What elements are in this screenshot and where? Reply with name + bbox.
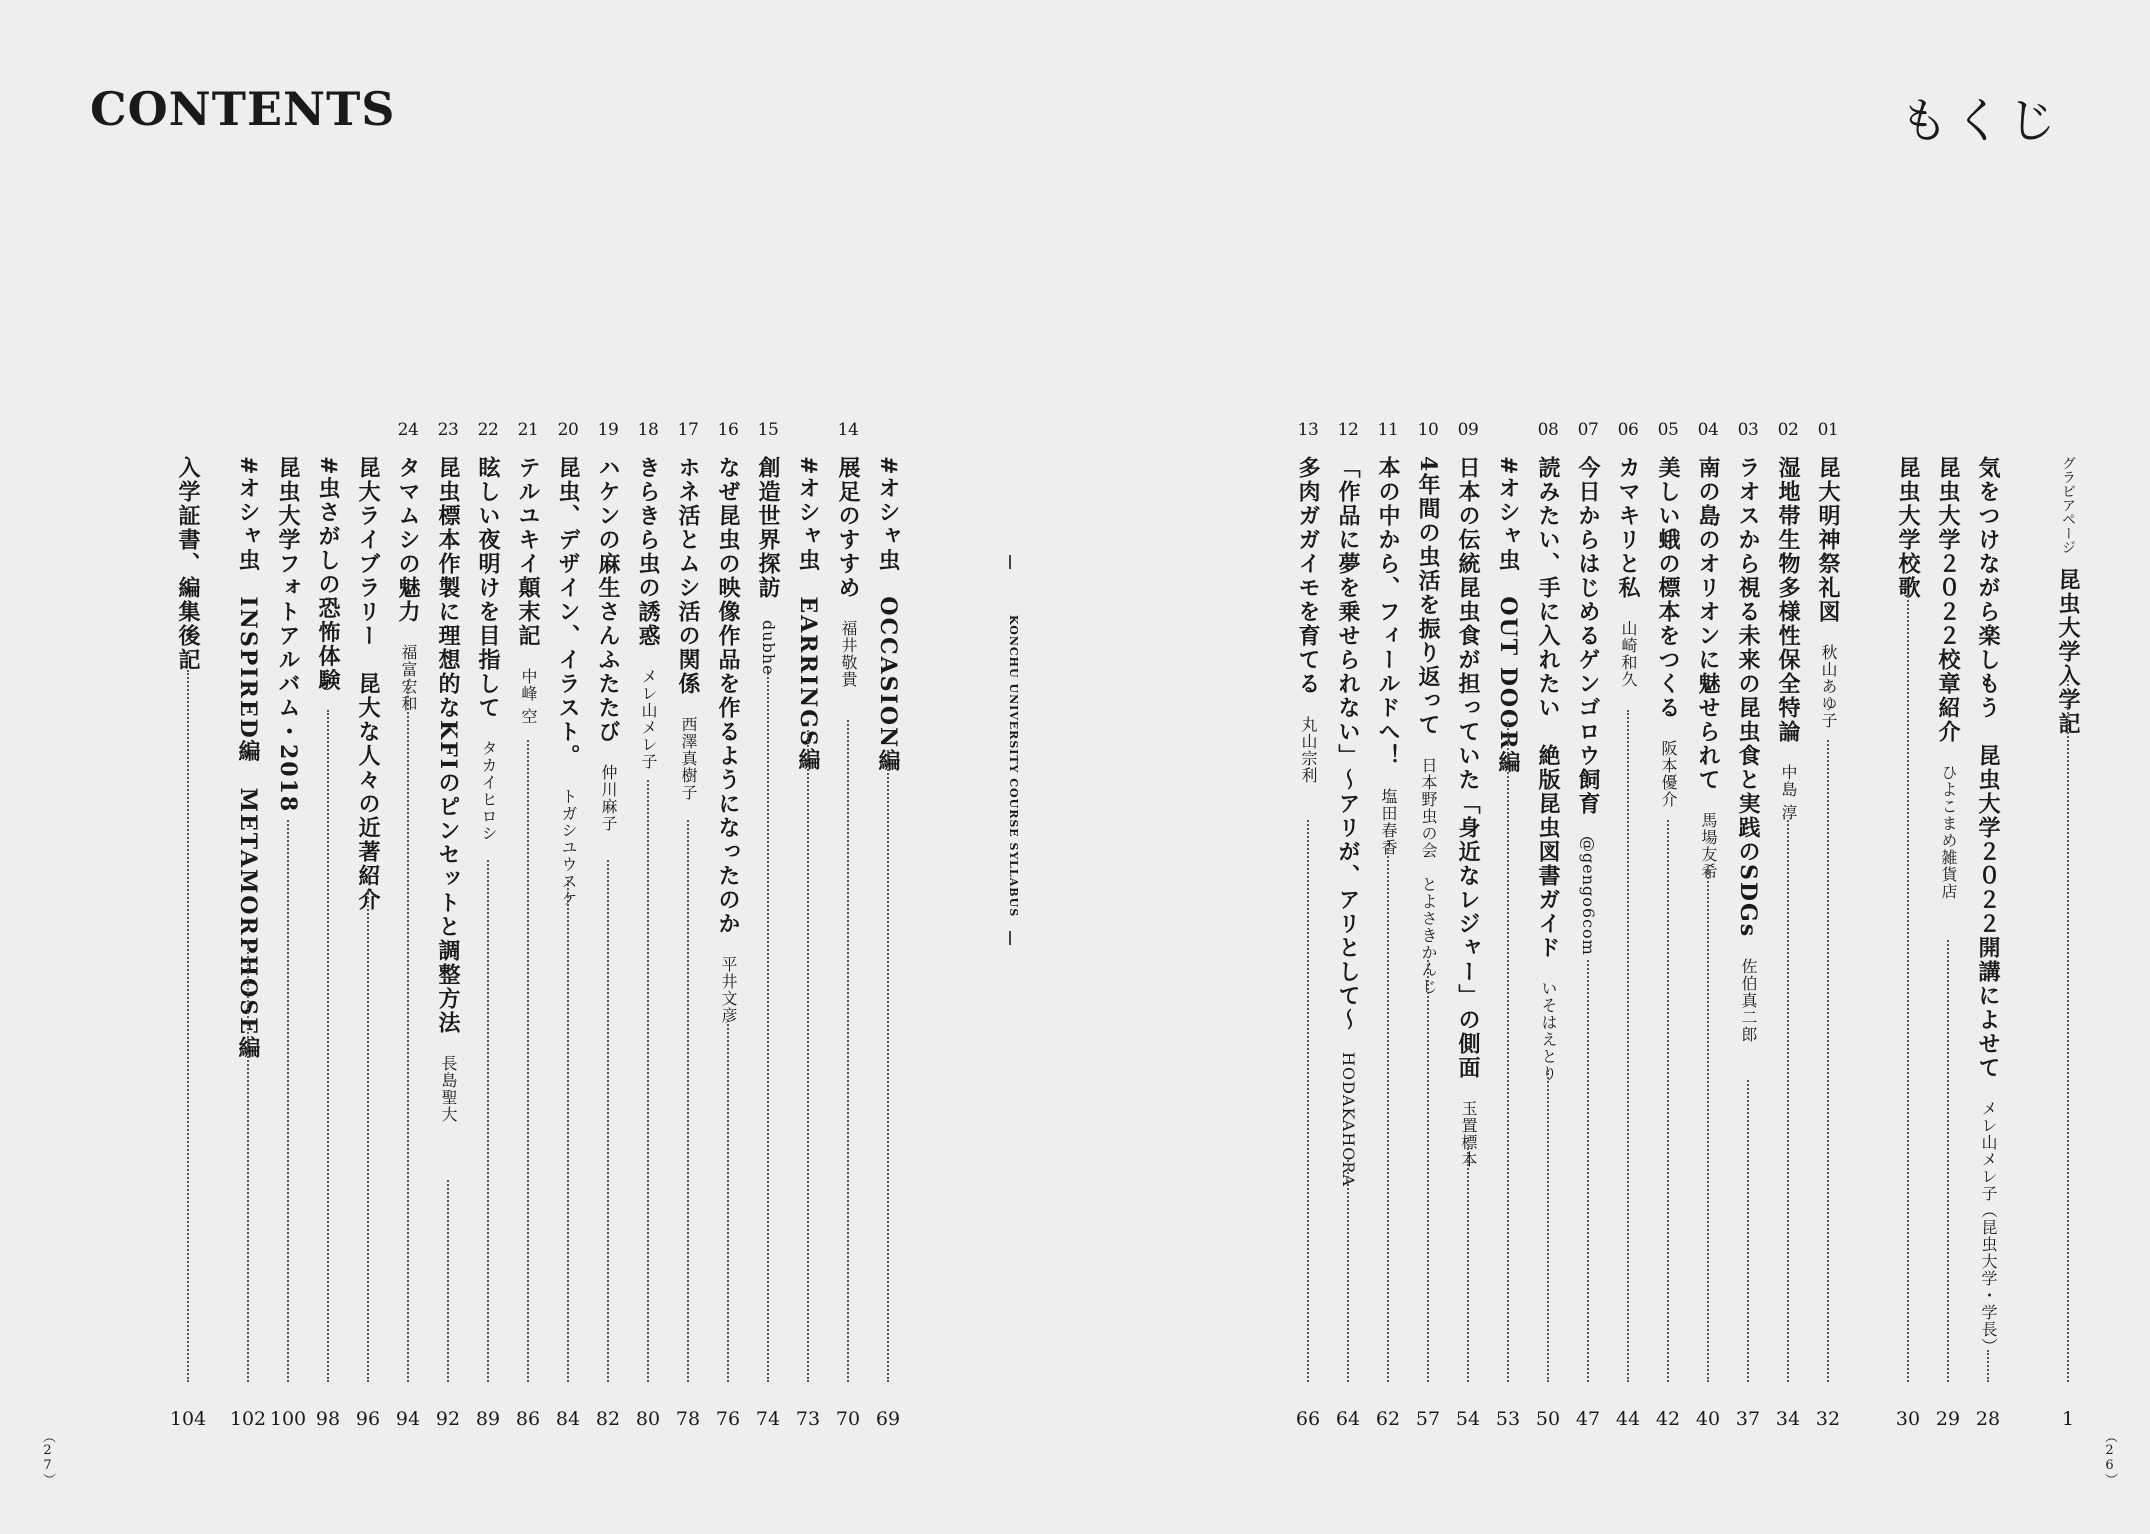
- dot-leader: [1707, 870, 1709, 1382]
- toc-entry[interactable]: [1408, 420, 1448, 1430]
- entry-title: 昆虫大学２０２２校章紹介: [1935, 456, 1961, 744]
- entry-page: 78: [675, 1408, 701, 1430]
- entry-number: 04: [1697, 420, 1719, 440]
- entry-title: 気をつけながら楽しもう 昆虫大学２０２２開講によせて: [1975, 456, 2001, 1080]
- entry-author: 中峰 空: [519, 668, 538, 726]
- entry-label: グラビアページ: [2060, 456, 2076, 554]
- toc-entry[interactable]: [348, 420, 388, 1430]
- toc-right-page: [1280, 420, 2081, 1430]
- entry-page: 44: [1615, 1408, 1641, 1430]
- toc-entry[interactable]: [428, 420, 468, 1430]
- entry-title: 「作品に夢を乗せられない」〜アリが、アリとして〜: [1335, 456, 1361, 1032]
- entry-text: [828, 456, 868, 688]
- toc-entry[interactable]: [508, 420, 548, 1430]
- toc-entry[interactable]: [1568, 420, 1608, 1430]
- entry-title: 本の中から、フィールドへ！: [1375, 456, 1401, 768]
- toc-entry[interactable]: [748, 420, 788, 1430]
- entry-page: 96: [355, 1408, 381, 1430]
- entry-title: なぜ昆虫の映像作品を作るようになったのか: [715, 456, 741, 936]
- contents-title: CONTENTS: [90, 82, 396, 136]
- spine-tick: [1009, 931, 1011, 945]
- entry-title: 昆虫、デザイン、イラスト。: [555, 456, 581, 768]
- entry-page: 1: [2061, 1408, 2075, 1430]
- entry-author: 山崎和久: [1619, 620, 1638, 688]
- entry-title: 眩しい夜明けを目指して: [475, 456, 501, 720]
- page-number-left: （27）: [40, 1430, 55, 1486]
- entry-text: [588, 456, 628, 832]
- entry-number: 08: [1537, 420, 1559, 440]
- dot-leader: [1987, 1350, 1989, 1382]
- entry-page: 64: [1335, 1408, 1361, 1430]
- entry-text: [508, 456, 548, 725]
- toc-entry[interactable]: [1328, 420, 1368, 1430]
- dot-leader: [1467, 1140, 1469, 1382]
- entry-number: 01: [1817, 420, 1839, 440]
- spine: [1000, 555, 1020, 945]
- entry-author: 中島 淳: [1779, 764, 1798, 822]
- entry-number: 02: [1777, 420, 1799, 440]
- entry-page: 28: [1975, 1408, 2001, 1430]
- entry-number: 09: [1457, 420, 1479, 440]
- entry-text: [668, 456, 708, 801]
- dot-leader: [847, 720, 849, 1382]
- entry-title: 昆虫標本作製に理想的なKFIのピンセットと調整方法: [435, 456, 461, 1036]
- entry-author: 馬場友希: [1699, 812, 1718, 880]
- entry-number: 12: [1337, 420, 1359, 440]
- entry-page: 50: [1535, 1408, 1561, 1430]
- dot-leader: [1347, 1160, 1349, 1382]
- entry-number: 23: [437, 420, 459, 440]
- toc-entry[interactable]: [468, 420, 508, 1430]
- entry-number: 19: [597, 420, 619, 440]
- entry-author: ひよこまめ雑貨店: [1939, 764, 1958, 900]
- entry-author: 福井敬貴: [839, 620, 858, 688]
- toc-entry[interactable]: [1528, 420, 1568, 1430]
- entry-title: #虫さがしの恐怖体験: [315, 456, 341, 693]
- entry-author: いそはえとり: [1539, 980, 1558, 1082]
- entry-title: テルユキイ顛末記: [515, 456, 541, 648]
- entry-page: 62: [1375, 1408, 1401, 1430]
- entry-text: [708, 456, 748, 1024]
- entry-title: #オシャ虫 OCCASION編: [875, 456, 901, 774]
- toc-entry[interactable]: [788, 420, 828, 1430]
- entry-number: 20: [557, 420, 579, 440]
- entry-title: #オシャ虫 EARRINGS編: [795, 456, 821, 772]
- entry-author: 佐伯真二郎: [1739, 958, 1758, 1044]
- toc-entry[interactable]: [1688, 420, 1728, 1430]
- toc-entry[interactable]: [1648, 420, 1688, 1430]
- entry-author: 平井文彦: [719, 956, 738, 1024]
- entry-number: 13: [1297, 420, 1319, 440]
- entry-title: 湿地帯生物多様性保全特論: [1775, 456, 1801, 744]
- entry-page: 73: [795, 1408, 821, 1430]
- entry-title: ラオスから視る未来の昆虫食と実践のSDGs: [1735, 456, 1761, 939]
- entry-number: 15: [757, 420, 779, 440]
- dot-leader: [727, 1020, 729, 1382]
- dot-leader: [1507, 720, 1509, 1382]
- entry-page: 98: [315, 1408, 341, 1430]
- entry-author: タカイヒロシ: [479, 740, 498, 842]
- entry-title: 4年間の虫活を振り返って: [1415, 456, 1441, 738]
- spine-text: KONCHU UNIVERSITY COURSE SYLLABUS: [1007, 615, 1020, 918]
- entry-text: [1368, 456, 1408, 856]
- entry-author: 秋山あゆ子: [1819, 644, 1838, 729]
- dot-leader: [367, 890, 369, 1382]
- entry-author: HODAKAHORA: [1339, 1052, 1358, 1187]
- dot-leader: [1947, 940, 1949, 1382]
- toc-entry[interactable]: [1928, 420, 1968, 1430]
- entry-title: 昆大ライブラリー 昆大な人々の近著紹介: [355, 456, 381, 912]
- entry-number: 14: [837, 420, 859, 440]
- toc-left-page: [160, 420, 900, 1430]
- entry-title: カマキリと私: [1615, 456, 1641, 600]
- entry-author: @gengo6com: [1579, 836, 1598, 956]
- entry-author: 丸山宗利: [1299, 716, 1318, 784]
- dot-leader: [487, 860, 489, 1382]
- entry-page: 82: [595, 1408, 621, 1430]
- entry-page: 94: [395, 1408, 421, 1430]
- entry-author: メレ山メレ子: [639, 668, 658, 770]
- toc-entry[interactable]: [1728, 420, 1768, 1430]
- entry-text: [1288, 456, 1328, 784]
- dot-leader: [607, 860, 609, 1382]
- entry-title: 昆大明神祭礼図: [1815, 456, 1841, 624]
- entry-number: 03: [1737, 420, 1759, 440]
- dot-leader: [807, 730, 809, 1382]
- entry-text: [1968, 456, 2008, 1355]
- dot-leader: [1307, 820, 1309, 1382]
- entry-number: 06: [1617, 420, 1639, 440]
- dot-leader: [1627, 710, 1629, 1382]
- toc-entry[interactable]: [588, 420, 628, 1430]
- entry-text: [1808, 456, 1848, 729]
- entry-author: dubhe: [759, 620, 778, 676]
- entry-title: 日本の伝統昆虫食が担っていた「身近なレジャー」の側面: [1455, 456, 1481, 1080]
- entry-text: [1648, 456, 1688, 808]
- toc-entry[interactable]: [268, 420, 308, 1430]
- entry-page: 84: [555, 1408, 581, 1430]
- entry-text: [1888, 456, 1928, 600]
- entry-author: 阪本優介: [1659, 740, 1678, 808]
- entry-number: 07: [1577, 420, 1599, 440]
- toc-entry[interactable]: [2048, 420, 2088, 1430]
- dot-leader: [1787, 820, 1789, 1382]
- entry-page: 54: [1455, 1408, 1481, 1430]
- toc-entry[interactable]: [1968, 420, 2008, 1430]
- dot-leader: [1427, 960, 1429, 1382]
- entry-title: 読みたい、手に入れたい 絶版昆虫図書ガイド: [1535, 456, 1561, 960]
- dot-leader: [687, 820, 689, 1382]
- entry-page: 32: [1815, 1408, 1841, 1430]
- entry-page: 40: [1695, 1408, 1721, 1430]
- toc-entry[interactable]: [1888, 420, 1928, 1430]
- toc-entry[interactable]: [1608, 420, 1648, 1430]
- entry-author: トガシユウスケ: [559, 788, 578, 907]
- entry-author: 福富宏和: [399, 644, 418, 712]
- dot-leader: [1747, 1080, 1749, 1382]
- toc-entry[interactable]: [1368, 420, 1408, 1430]
- entry-text: [1688, 456, 1728, 880]
- entry-text: [268, 456, 308, 813]
- dot-leader: [1387, 840, 1389, 1382]
- entry-number: 10: [1417, 420, 1439, 440]
- entry-title: 多肉ガガイモを育てる: [1295, 456, 1321, 696]
- dot-leader: [327, 710, 329, 1382]
- dot-leader: [527, 740, 529, 1382]
- entry-text: [468, 456, 508, 842]
- entry-title: 入学証書、編集後記: [175, 456, 201, 672]
- toc-entry[interactable]: [828, 420, 868, 1430]
- entry-text: [168, 456, 208, 672]
- entry-page: 42: [1655, 1408, 1681, 1430]
- entry-text: [1328, 456, 1368, 1187]
- dot-leader: [1667, 820, 1669, 1382]
- toc-entry[interactable]: [1488, 420, 1528, 1430]
- entry-title: 美しい蛾の標本をつくる: [1655, 456, 1681, 720]
- dot-leader: [1907, 595, 1909, 1382]
- entry-author: 長島聖大: [439, 1055, 458, 1124]
- entry-author: 玉置標本: [1459, 1100, 1478, 1168]
- entry-title: 創造世界探訪: [755, 456, 781, 600]
- dot-leader: [187, 670, 189, 1382]
- spine-tick: [1009, 555, 1011, 569]
- entry-page: 100: [269, 1408, 307, 1430]
- entry-page: 37: [1735, 1408, 1761, 1430]
- entry-page: 89: [475, 1408, 501, 1430]
- dot-leader: [247, 940, 249, 1382]
- entry-title: 昆虫大学フォトアルバム・2018: [275, 456, 301, 814]
- entry-page: 102: [229, 1408, 267, 1430]
- entry-text: [388, 456, 428, 712]
- entry-text: [868, 456, 908, 773]
- page-number-right: （26）: [2102, 1430, 2117, 1486]
- entry-page: 47: [1575, 1408, 1601, 1430]
- entry-text: [428, 456, 468, 1123]
- entry-title: 南の島のオリオンに魅せられて: [1695, 456, 1721, 792]
- entry-author: 西澤真樹子: [679, 716, 698, 801]
- dot-leader: [767, 670, 769, 1382]
- entry-number: 17: [677, 420, 699, 440]
- dot-leader: [647, 780, 649, 1382]
- toc-entry[interactable]: [1288, 420, 1328, 1430]
- entry-number: 16: [717, 420, 739, 440]
- entry-text: [1728, 456, 1768, 1043]
- dot-leader: [287, 820, 289, 1382]
- toc-entry[interactable]: [308, 420, 348, 1430]
- entry-page: 70: [835, 1408, 861, 1430]
- entry-number: 21: [517, 420, 539, 440]
- entry-page: 30: [1895, 1408, 1921, 1430]
- toc-entry[interactable]: [868, 420, 908, 1430]
- entry-number: 18: [637, 420, 659, 440]
- entry-text: [1928, 456, 1968, 900]
- entry-page: 57: [1415, 1408, 1441, 1430]
- entry-text: [1608, 456, 1648, 688]
- entry-page: 53: [1495, 1408, 1521, 1430]
- toc-entry[interactable]: [1448, 420, 1488, 1430]
- entry-title: きらきら虫の誘惑: [635, 456, 661, 648]
- entry-text: [548, 456, 588, 907]
- entry-number: 24: [397, 420, 419, 440]
- entry-title: 昆虫大学校歌: [1895, 456, 1921, 600]
- entry-page: 34: [1775, 1408, 1801, 1430]
- toc-entry[interactable]: [228, 420, 268, 1430]
- entry-text: [1408, 456, 1448, 995]
- toc-entry[interactable]: [668, 420, 708, 1430]
- dot-leader: [567, 880, 569, 1382]
- entry-author: 塩田春香: [1379, 788, 1398, 856]
- entry-page: 92: [435, 1408, 461, 1430]
- entry-text: [348, 456, 388, 912]
- entry-text: [1528, 456, 1568, 1082]
- entry-page: 66: [1295, 1408, 1321, 1430]
- dot-leader: [1587, 960, 1589, 1382]
- entry-author: 仲川麻子: [599, 764, 618, 832]
- dot-leader: [407, 680, 409, 1382]
- toc-entry[interactable]: [628, 420, 668, 1430]
- entry-title: #オシャ虫 OUT DOOR編: [1495, 456, 1521, 775]
- dot-leader: [887, 750, 889, 1382]
- entry-text: [788, 456, 828, 772]
- entry-title: タマムシの魅力: [395, 456, 421, 624]
- entry-text: [1568, 456, 1608, 956]
- entry-title: 今日からはじめるゲンゴロウ飼育: [1575, 456, 1601, 816]
- entry-title: 昆虫大学入学記: [2055, 568, 2081, 736]
- dot-leader: [2067, 680, 2069, 1382]
- entry-page: 80: [635, 1408, 661, 1430]
- toc-entry[interactable]: [1768, 420, 1808, 1430]
- entry-text: [628, 456, 668, 770]
- entry-page: 69: [875, 1408, 901, 1430]
- mokuji-title: もくじ: [1899, 93, 2062, 149]
- entry-page: 76: [715, 1408, 741, 1430]
- entry-author: メレ山メレ子（昆虫大学・学長）: [1979, 1100, 1998, 1355]
- entry-title: ホネ活とムシ活の関係: [675, 456, 701, 696]
- entry-page: 104: [169, 1408, 207, 1430]
- toc-entry[interactable]: [1808, 420, 1848, 1430]
- dot-leader: [1827, 740, 1829, 1382]
- dot-leader: [1547, 1070, 1549, 1382]
- toc-entry[interactable]: [168, 420, 208, 1430]
- entry-text: [748, 456, 788, 676]
- entry-title: 展足のすすめ: [835, 456, 861, 600]
- toc-entry[interactable]: [708, 420, 748, 1430]
- entry-text: [1768, 456, 1808, 821]
- entry-text: [1448, 456, 1488, 1168]
- entry-title: ハケンの麻生さんふたたび: [595, 456, 621, 744]
- entry-number: 05: [1657, 420, 1679, 440]
- toc-entry[interactable]: [548, 420, 588, 1430]
- entry-text: [308, 456, 348, 692]
- entry-number: 22: [477, 420, 499, 440]
- entry-page: 86: [515, 1408, 541, 1430]
- entry-page: 74: [755, 1408, 781, 1430]
- entry-page: 29: [1935, 1408, 1961, 1430]
- entry-author: 日本野虫の会 とよさきかんじ: [1419, 757, 1438, 996]
- toc-entry[interactable]: [388, 420, 428, 1430]
- entry-number: 11: [1377, 420, 1399, 440]
- entry-title: #オシャ虫 INSPIRED編 METAMORPHOSE編: [235, 456, 261, 1060]
- dot-leader: [447, 1180, 449, 1382]
